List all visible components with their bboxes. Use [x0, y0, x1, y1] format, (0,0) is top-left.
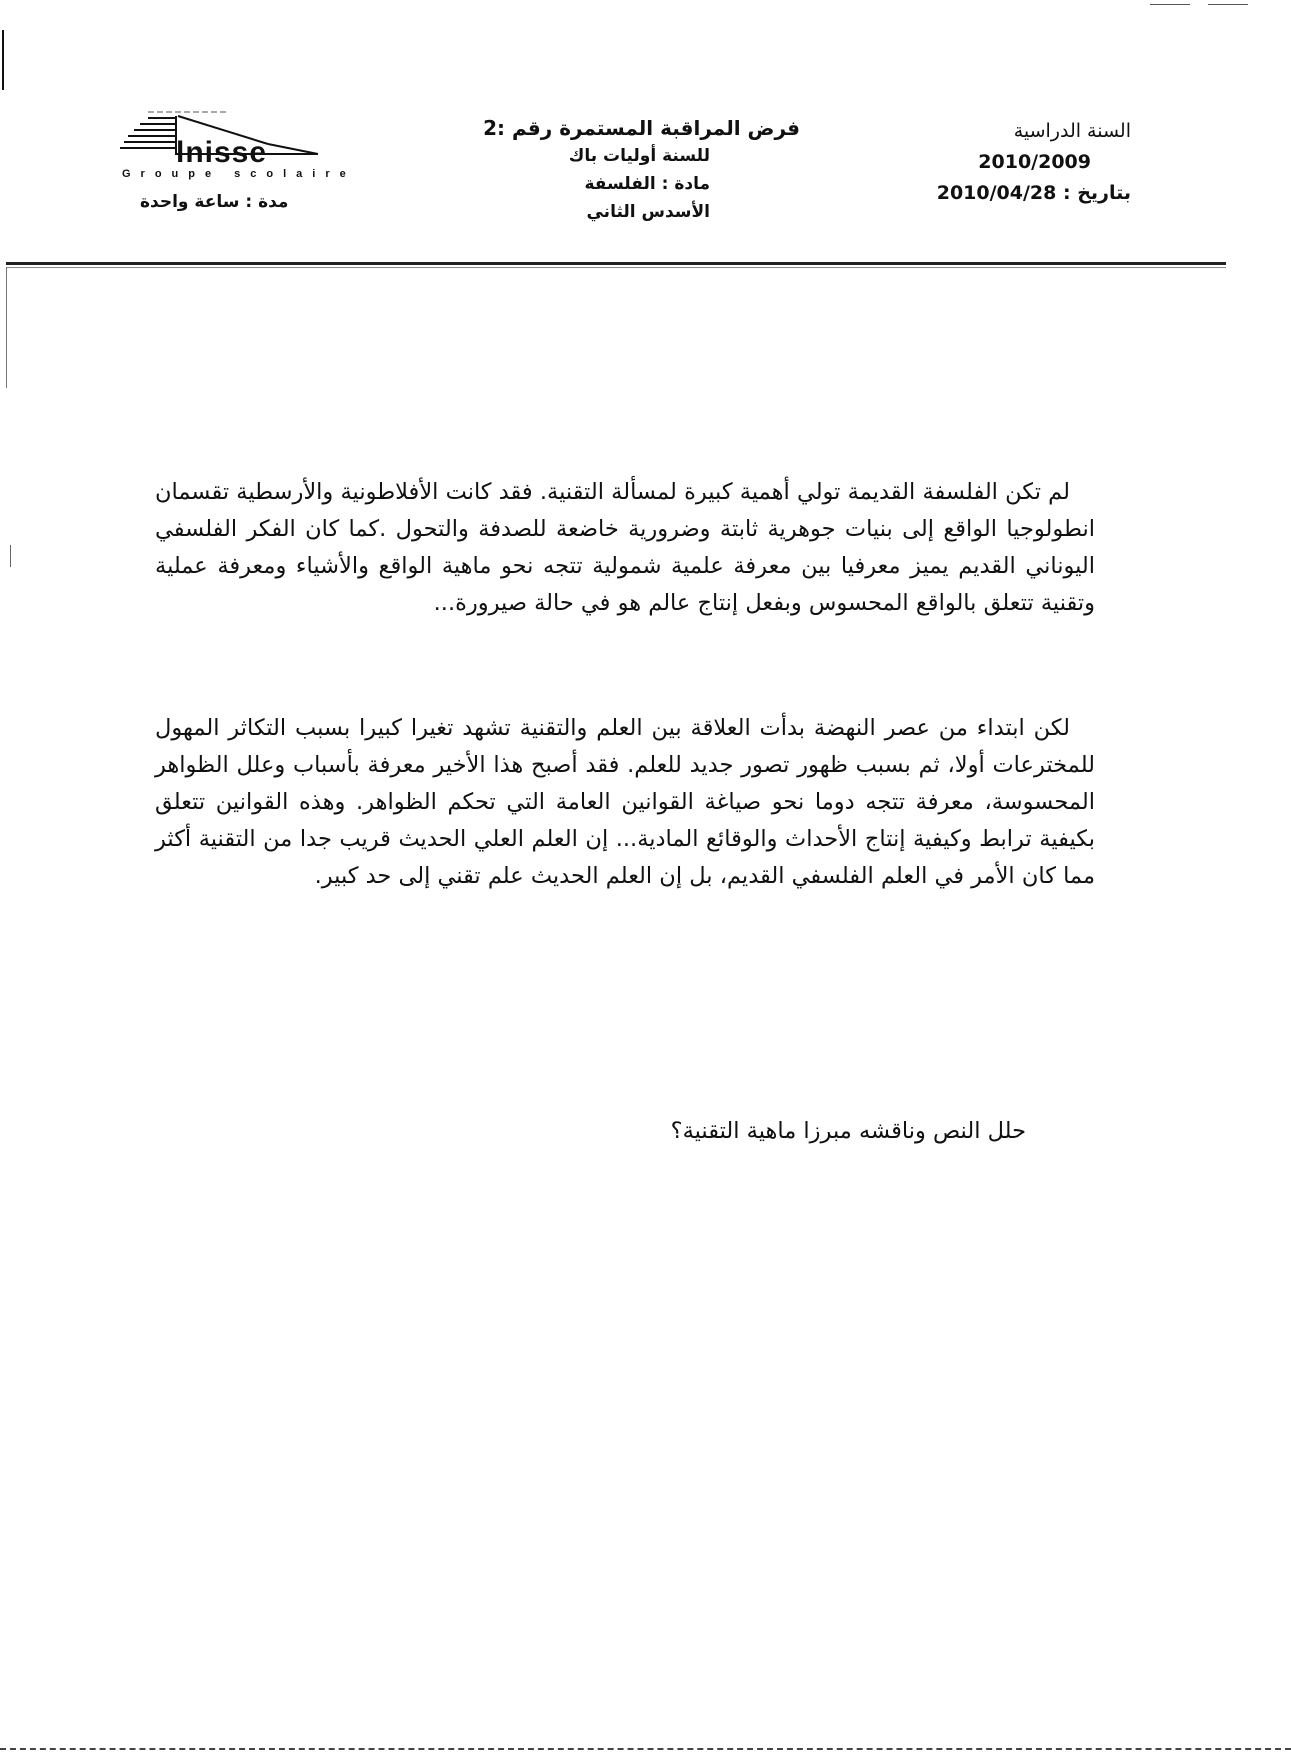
scan-mark-top-right [1150, 4, 1190, 5]
exam-subject: مادة : الفلسفة [584, 174, 710, 194]
school-year-block [871, 116, 1131, 209]
footer-dashed-line [0, 1748, 1291, 1750]
exam-level: للسنة أوليات باك [568, 146, 710, 166]
exam-duration: مدة : ساعة واحدة [140, 192, 289, 212]
header-divider-thin [6, 267, 1226, 268]
logo-text: lnisse [176, 136, 268, 169]
school-year: 2010/2009 [978, 151, 1091, 173]
exam-date: بتاريخ : 2010/04/28 [936, 182, 1131, 204]
school-year-label: السنة الدراسية [1013, 120, 1131, 142]
exam-header [0, 110, 1291, 260]
exam-info-block [450, 114, 810, 226]
text-paragraph-1: لم تكن الفلسفة القديمة تولي أهمية كبيرة لمسألة التقنية. فقد كانت الأفلاطونية والأرسطية تقسمان انطولوجيا الواقع إلى بنيات جوهرية ثابتة وضرورية خاضعة للصدفة والتحول .كما كان الفكر الفلسفي اليوناني القديم يميز معرفيا بين معرفة علمية شمولية تتجه نحو ماهية الواقع والأشياء ومعرفة عملية وتقنية تتعلق بالواقع المحسوس وبفعل إنتاج عالم هو في حالة صيرورة... [155, 479, 1095, 616]
scan-mark-left-3 [6, 268, 7, 388]
scan-mark-left-2 [10, 545, 11, 567]
text-paragraph-2: لكن ابتداء من عصر النهضة بدأت العلاقة بين العلم والتقنية تشهد تغيرا كبيرا بسبب التكاثر المهول للمخترعات أولا، ثم بسبب ظهور تصور جديد للعلم. فقد أصبح هذا الأخير معرفة بأسباب وعلل الظواهر المحسوسة، معرفة تتجه دوما نحو صياغة القوانين العامة التي تحكم الظواهر. وهذه القوانين تتعلق بكيفية ترابط وكيفية إنتاج الأحداث والوقائع المادية... إن العلم العلي الحديث قريب جدا من التقنية أكثر مما كان الأمر في العلم الفلسفي القديم، بل إن العلم الحديث علم تقني إلى حد كبير. [155, 715, 1095, 889]
exam-question: حلل النص وناقشه مبرزا ماهية التقنية؟ [670, 1118, 1026, 1144]
exam-semester: الأسدس الثاني [586, 202, 710, 222]
header-divider [6, 262, 1226, 265]
scan-mark-top-right-2 [1208, 4, 1248, 5]
exam-title: فرض المراقبة المستمرة رقم :2 [483, 116, 800, 140]
logo-subtext: Groupe scolaire [122, 168, 356, 180]
scan-mark-left [2, 30, 4, 90]
